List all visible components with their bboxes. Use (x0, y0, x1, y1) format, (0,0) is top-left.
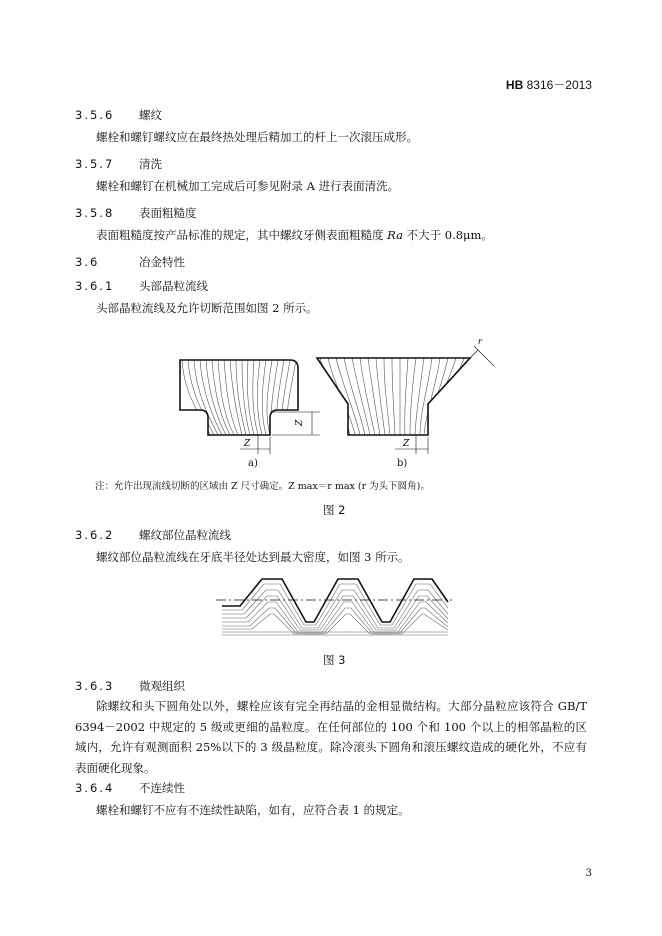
heading-3-6: 3.6 冶金特性 (75, 255, 185, 269)
page-number: 3 (585, 868, 592, 879)
paragraph-3-5-6: 螺栓和螺钉螺纹应在最终热处理后精加工的杆上一次滚压成形。 (96, 130, 418, 144)
figure-2b-flow-lines (320, 358, 464, 435)
heading-3-6-2: 3.6.2 螺纹部位晶粒流线 (75, 528, 231, 542)
heading-3-5-8: 3.5.8 表面粗糙度 (75, 206, 197, 220)
figure-2b-z-label: Z (403, 439, 410, 449)
figure-2-caption: 图 2 (323, 503, 346, 517)
figure-3-flow-lines (222, 584, 448, 635)
figure-2b-label: b) (397, 458, 408, 469)
heading-3-6-3: 3.6.3 微观组织 (75, 679, 185, 693)
figure-2a-z-vertical-label: Z (295, 419, 305, 426)
paragraph-3-5-7: 螺栓和螺钉在机械加工完成后可参见附录 A 进行表面清洗。 (96, 179, 400, 193)
paragraph-3-6-3: 除螺纹和头下圆角处以外，螺栓应该有完全再结晶的金相显微结构。大部分晶粒应该符合 GB/T 6394－2002 中规定的 5 级或更细的晶粒度。在任何部位的 100 个和 100 个以上的相邻晶粒的区域内，允许有观测面积 25%以下的 3 级晶粒度。除冷滚头下圆角和滚压螺纹造成的硬化外，不应有表面硬化现象。 (75, 699, 587, 775)
heading-3-5-6: 3.5.6 螺纹 (75, 108, 162, 122)
figure-3-drawing (0, 572, 662, 642)
figure-2-drawing (0, 332, 662, 472)
heading-3-5-7: 3.5.7 清洗 (75, 157, 162, 171)
heading-3-6-1: 3.6.1 头部晶粒流线 (75, 279, 208, 293)
standard-number: HB 8316－2013 (505, 78, 592, 92)
heading-3-6-4: 3.6.4 不连续性 (75, 781, 185, 795)
figure-2b-r-label: r (478, 337, 482, 346)
figure-2a-label: a) (248, 458, 258, 469)
paragraph-3-6-2: 螺纹部位晶粒流线在牙底半径处达到最大密度，如图 3 所示。 (96, 550, 410, 564)
figure-2a-flow-lines (182, 360, 296, 435)
figure-3-caption: 图 3 (323, 653, 346, 667)
figure-2a-z-horizontal-label: Z (244, 439, 251, 449)
paragraph-3-6-1: 头部晶粒流线及允许切断范围如图 2 所示。 (96, 301, 318, 315)
paragraph-3-6-4: 螺栓和螺钉不应有不连续性缺陷，如有，应符合表 1 的规定。 (96, 803, 410, 817)
paragraph-3-5-8: 表面粗糙度按产品标准的规定，其中螺纹牙侧表面粗糙度 Ra 不大于 0.8μm。 (96, 228, 493, 242)
figure-2-note: 注：允许出现流线切断的区域由 Z 尺寸确定。Z max＝r max (r 为头下圆角)。 (95, 481, 430, 492)
